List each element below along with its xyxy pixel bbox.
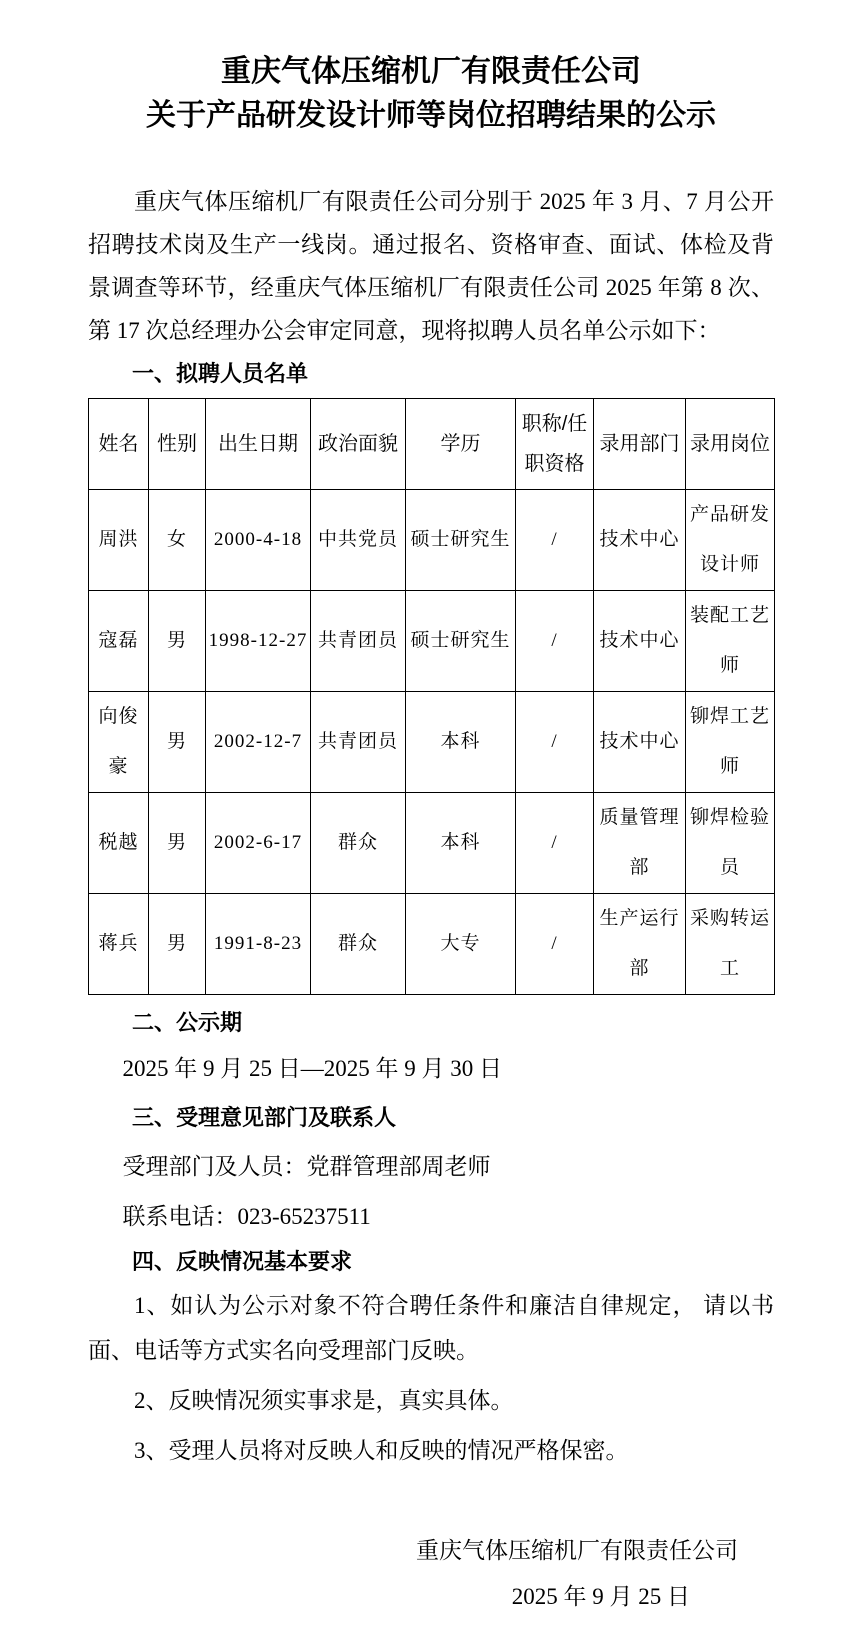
table-cell: 产品研发设计师 <box>686 490 775 591</box>
table-row <box>89 490 775 591</box>
table-cell: 硕士研究生 <box>406 591 516 692</box>
table-cell: 向俊豪 <box>89 692 149 793</box>
table-cell: 铆焊工艺师 <box>686 692 775 793</box>
section3-heading: 三、受理意见部门及联系人 <box>132 1105 397 1130</box>
table-cell: 1991-8-23 <box>206 894 311 995</box>
table-cell: 大专 <box>406 894 516 995</box>
table-cell: 本科 <box>406 793 516 894</box>
table-row <box>89 894 775 995</box>
table-cell: / <box>516 490 594 591</box>
table-cell: 税越 <box>89 793 149 894</box>
table-cell: / <box>516 591 594 692</box>
document-title-line1: 重庆气体压缩机厂有限责任公司 <box>221 55 641 88</box>
table-cell: 女 <box>149 490 206 591</box>
contact-dept-line: 受理部门及人员：党群管理部周老师 <box>122 1154 491 1179</box>
table-cell: 技术中心 <box>594 692 686 793</box>
table-cell: 硕士研究生 <box>406 490 516 591</box>
table-cell: 采购转运工 <box>686 894 775 995</box>
intro-paragraph: 重庆气体压缩机厂有限责任公司分别于 2025 年 3 月、7 月公开招聘技术岗及生产一线岗。通过报名、资格审查、面试、体检及背景调查等环节，经重庆气体压缩机厂有限责任公司 2025 年第 8 次、第 17 次总经理办公会审定同意，现将拟聘人员名单公示如下： <box>88 189 774 343</box>
table-header-cell: 学历 <box>406 399 516 490</box>
table-header-cell: 性别 <box>149 399 206 490</box>
signature-company: 重庆气体压缩机厂有限责任公司 <box>416 1538 738 1563</box>
document-title-line2: 关于产品研发设计师等岗位招聘结果的公示 <box>146 99 716 132</box>
table-row <box>89 591 775 692</box>
table-cell: 共青团员 <box>311 692 406 793</box>
section1-heading: 一、拟聘人员名单 <box>132 361 309 386</box>
signature-block <box>88 1528 774 1620</box>
table-cell: 蒋兵 <box>89 894 149 995</box>
table-cell: 技术中心 <box>594 490 686 591</box>
requirement-item: 2、反映情况须实事求是，真实具体。 <box>134 1388 514 1413</box>
section2-heading: 二、公示期 <box>132 1010 243 1035</box>
table-cell: / <box>516 894 594 995</box>
table-cell: 群众 <box>311 793 406 894</box>
table-cell: 中共党员 <box>311 490 406 591</box>
table-header-cell: 政治面貌 <box>311 399 406 490</box>
table-cell: 男 <box>149 692 206 793</box>
requirement-item: 1、如认为公示对象不符合聘任条件和廉洁自律规定， 请以书面、电话等方式实名向受理部门反映。 <box>88 1293 774 1363</box>
table-header-cell: 姓名 <box>89 399 149 490</box>
table-cell: 男 <box>149 793 206 894</box>
table-cell: 质量管理部 <box>594 793 686 894</box>
table-cell: 群众 <box>311 894 406 995</box>
table-row <box>89 793 775 894</box>
section4-heading: 四、反映情况基本要求 <box>132 1249 353 1274</box>
signature-date: 2025 年 9 月 25 日 <box>511 1584 690 1609</box>
table-cell: 铆焊检验员 <box>686 793 775 894</box>
table-cell: 2000-4-18 <box>206 490 311 591</box>
table-cell: 寇磊 <box>89 591 149 692</box>
table-header-cell: 职称/任职资格 <box>516 399 594 490</box>
table-cell: 生产运行部 <box>594 894 686 995</box>
table-cell: / <box>516 793 594 894</box>
requirement-item: 3、受理人员将对反映人和反映的情况严格保密。 <box>134 1438 629 1463</box>
table-cell: 共青团员 <box>311 591 406 692</box>
table-cell: 本科 <box>406 692 516 793</box>
table-header-cell: 录用岗位 <box>686 399 775 490</box>
table-cell: 2002-6-17 <box>206 793 311 894</box>
table-cell: 1998-12-27 <box>206 591 311 692</box>
contact-phone-line: 联系电话：023-65237511 <box>122 1204 371 1229</box>
table-cell: 男 <box>149 894 206 995</box>
table-cell: 男 <box>149 591 206 692</box>
publicity-period: 2025 年 9 月 25 日—2025 年 9 月 30 日 <box>122 1056 502 1081</box>
document-title <box>88 50 774 138</box>
table-header-row <box>89 399 775 490</box>
table-cell: / <box>516 692 594 793</box>
table-cell: 周洪 <box>89 490 149 591</box>
candidates-table <box>88 398 775 995</box>
table-cell: 2002-12-7 <box>206 692 311 793</box>
table-row <box>89 692 775 793</box>
table-cell: 装配工艺师 <box>686 591 775 692</box>
table-header-cell: 出生日期 <box>206 399 311 490</box>
table-cell: 技术中心 <box>594 591 686 692</box>
table-header-cell: 录用部门 <box>594 399 686 490</box>
